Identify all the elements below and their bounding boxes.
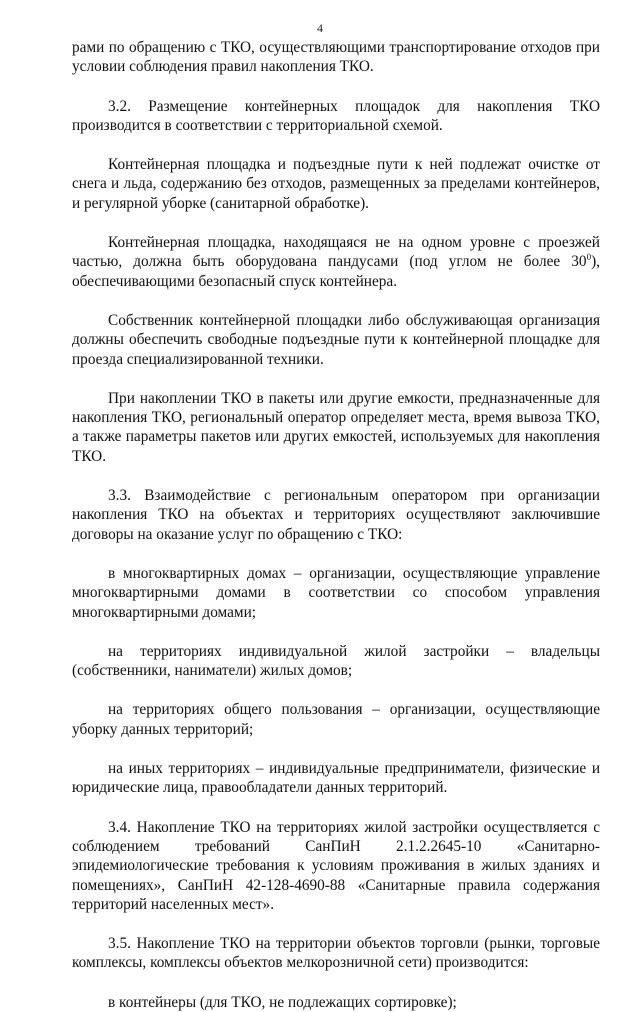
paragraph: на иных территориях – индивидуальные предприниматели, физические и юридические лица, правообладатели данных территорий. xyxy=(72,760,600,797)
paragraph: При накоплении ТКО в пакеты или другие емкости, предназначенные для накопления ТКО, региональный оператор определяет места, время вывоза ТКО, а также параметры пакетов или других емкостей, используемых для накопления ТКО. xyxy=(72,389,600,465)
paragraph: рами по обращению с ТКО, осуществляющими транспортирование отходов при условии соблюдения правил накопления ТКО. xyxy=(72,39,600,76)
paragraph xyxy=(72,233,600,291)
paragraph: на территориях индивидуальной жилой застройки – владельцы (собственники, наниматели) жилых домов; xyxy=(72,642,600,680)
paragraph: в контейнеры (для ТКО, не подлежащих сортировке); xyxy=(108,993,457,1011)
paragraph: 3.2. Размещение контейнерных площадок для накопления ТКО производится в соответствии с территориальной схемой. xyxy=(72,97,600,134)
paragraph: 3.5. Накопление ТКО на территории объектов торговли (рынки, торговые комплексы, комплексы объектов мелкорозничной сети) производится: xyxy=(72,935,600,972)
paragraph-text: Контейнерная площадка, находящаяся не на одном уровне с проезжей частью, должна быть оборудована пандусами (под углом не более 30 xyxy=(72,234,600,271)
paragraph: 3.3. Взаимодействие с региональным оператором при организации накопления ТКО на объектах и территориях осуществляют заключившие договоры на оказание услуг по обращению с ТКО: xyxy=(72,487,600,543)
paragraph: Контейнерная площадка и подъездные пути к ней подлежат очистке от снега и льда, содержанию без отходов, размещенных за пределами контейнеров, и регулярной уборке (санитарной обработке). xyxy=(72,156,600,212)
paragraph-text: ), обеспечивающими безопасный спуск контейнера. xyxy=(72,253,600,290)
paragraph: 3.4. Накопление ТКО на территориях жилой застройки осуществляется с соблюдением требований СанПиН 2.1.2.2645-10 «Санитарно-эпидемиологические требования к условиям проживания в жилых зданиях и помещениях», СанПиН 42-128-4690-88 «Санитарные правила содержания территорий населенных мест». xyxy=(72,818,600,913)
superscript: 0 xyxy=(586,252,592,263)
paragraph: в многоквартирных домах – организации, осуществляющие управление многоквартирными домами в соответствии со способом управления многоквартирными домами; xyxy=(72,564,600,621)
paragraph: Собственник контейнерной площадки либо обслуживающая организация должны обеспечить свободные подъездные пути к контейнерной площадке для проезда специализированной техники. xyxy=(72,311,600,368)
paragraph: на территориях общего пользования – организации, осуществляющие уборку данных территорий; xyxy=(72,701,600,738)
page-number: 4 xyxy=(317,21,323,35)
document-body xyxy=(72,38,600,1012)
